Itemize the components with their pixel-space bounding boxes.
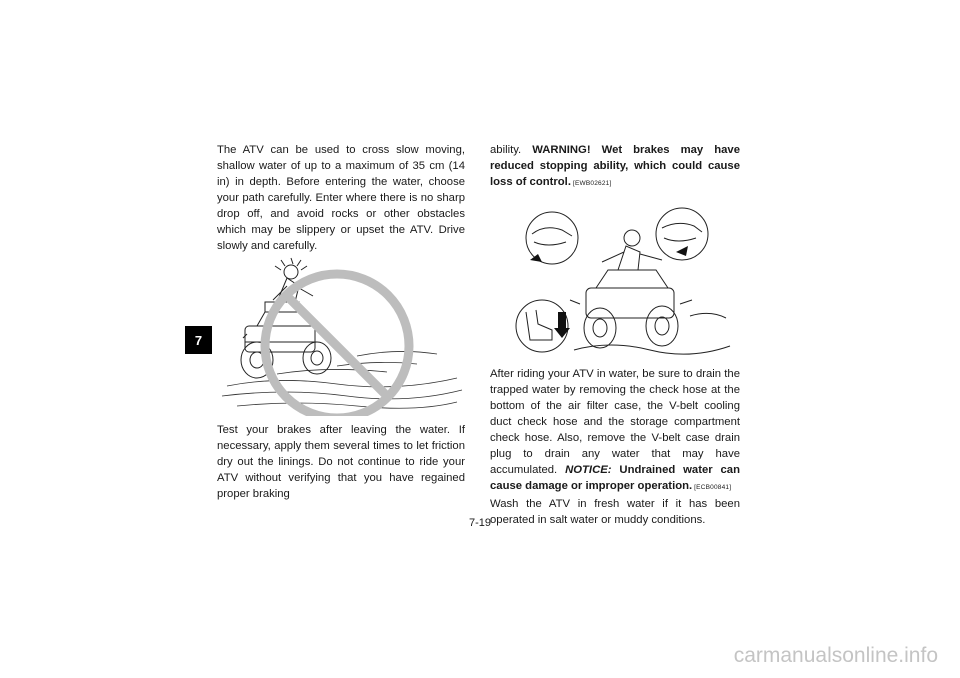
brake-test-paragraph: Test your brakes after leaving the water. If necessary, apply them several times to let friction dry out the linings. Do not continue to ride your ATV without verifying that you have regained proper braking (217, 424, 465, 500)
notice-label: NOTICE: (565, 464, 612, 476)
brake-operation-illustration (490, 200, 740, 362)
notice-text: Undrained water can cause damage or improper operation. (490, 464, 740, 492)
wet-brakes-warning: ability. WARNING! Wet brakes may have reduced stopping ability, which could cause loss of control. [EWB02621] (490, 144, 740, 188)
drain-water-paragraph: After riding your ATV in water, be sure to drain the trapped water by removing the check hose at the bottom of the air filter case, the V-belt cooling duct check hose and the storage compartment check hose. Also, remove the V-belt case drain plug to drain any water that may have accumulated. NOTICE: Undrained water can cause damage or improper operation. [ECB00841] (490, 368, 740, 492)
right-column (490, 142, 740, 528)
atv-deep-water-prohibited-illustration (217, 256, 467, 416)
water-crossing-paragraph: The ATV can be used to cross slow moving, shallow water of up to a maximum of 35 cm (14 in) in depth. Before entering the water, choose your path carefully. Enter where there is no sharp drop off, and avoid rocks or other obstacles which may be slippery or upset the ATV. Drive slowly and carefully. (217, 144, 465, 252)
watermark: carmanualsonline.info (733, 644, 938, 667)
chapter-tab: 7 (185, 326, 212, 354)
warning-code: [EWB02621] (570, 180, 612, 187)
page-number: 7-19 (468, 517, 492, 529)
notice-code: [ECB00841] (692, 484, 732, 491)
left-column (217, 142, 465, 502)
warning-text: WARNING! Wet brakes may have reduced stopping ability, which could cause loss of control. (490, 144, 740, 188)
wash-paragraph: Wash the ATV in fresh water if it has been operated in salt water or muddy conditions. (490, 498, 740, 526)
